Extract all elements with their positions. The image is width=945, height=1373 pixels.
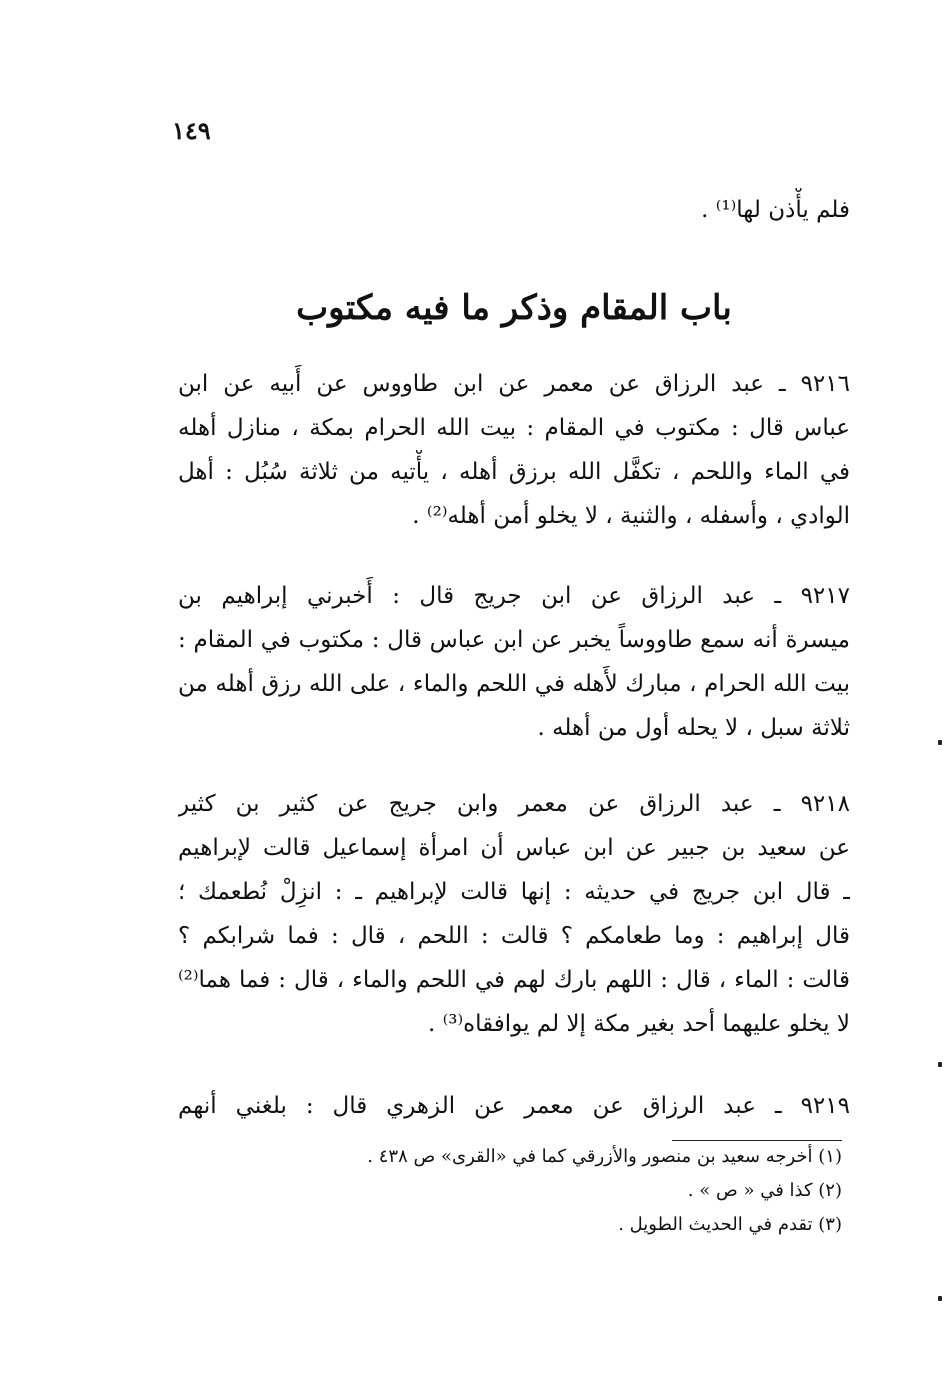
scan-edge-mark [938,1062,942,1067]
paragraph-line: الوادي ، وأسفله ، والثنية ، لا يخلو أمن أهله⁽²⁾ . [412,503,850,529]
page-number: ١٤٩ [172,116,211,145]
paragraph-line: ٩٢١٩ ـ عبد الرزاق عن معمر عن الزهري قال : بلغني أنهم [178,1093,850,1119]
intro-text [178,188,850,232]
footnote-1: (١) أخرجه سعيد بن منصور والأزرقي كما في «القرى» ص ٤٣٨ . [367,1146,842,1167]
paragraph-line: ـ قال ابن جريج في حديثه : إنها قالت لإبراهيم ـ : انزِلْ نُطعمك ؛ [178,879,850,905]
footnote-3: (٣) تقدم في الحديث الطويل . [618,1214,842,1235]
paragraph-line: قالت : الماء ، قال : اللهم بارك لهم في اللحم والماء ، قال : فما هما⁽²⁾ [178,967,850,993]
paragraph-line: قال إبراهيم : وما طعامكم ؟ قالت : اللحم ، قال : فما شرابكم ؟ [178,923,850,949]
hadith-paragraph-9217 [178,574,850,750]
paragraph-line: بيت الله الحرام ، مبارك لأَهله في اللحم والماء ، على الله رزق أهله من [178,671,850,697]
hadith-paragraph-9216 [178,362,850,538]
paragraph-line: لا يخلو عليهما أحد بغير مكة إلا لم يوافقاه⁽³⁾ . [427,1011,850,1037]
scan-edge-mark [938,1296,942,1301]
paragraph-line: ثلاثة سبل ، لا يحله أول من أهله . [537,715,850,741]
hadith-paragraph-9218 [178,782,850,1046]
scan-edge-mark [938,740,942,745]
paragraph-line: ميسرة أنه سمع طاووساً يخبر عن ابن عباس قال : مكتوب في المقام : [178,627,850,653]
paragraph-line: ٩٢١٧ ـ عبد الرزاق عن ابن جريج قال : أَخبرني إبراهيم بن [178,583,850,609]
paragraph-line: ٩٢١٨ ـ عبد الرزاق عن معمر وابن جريج عن كثير بن كثير [178,791,850,817]
footnotes [300,1140,842,1242]
chapter-title: باب المقام وذكر ما فيه مكتوب [296,288,732,328]
paragraph-line: عن سعيد بن جبير عن ابن عباس أن امرأة إسماعيل قالت لإبراهيم [178,835,850,861]
paragraph-line: في الماء واللحم ، تكفَّل الله برزق أهله ، يأْتيه من ثلاثة سُبُل : أهل [178,459,850,485]
hadith-paragraph-9219 [178,1084,850,1128]
paragraph-line: ٩٢١٦ ـ عبد الرزاق عن معمر عن ابن طاووس عن أَبيه عن ابن [178,371,850,397]
footnote-2: (٢) كذا في « ص » . [687,1180,842,1201]
paragraph-line: عباس قال : مكتوب في المقام : بيت الله الحرام بمكة ، منازل أهله [178,415,850,441]
intro-line: فلم يأْذن لها⁽¹⁾ . [701,197,850,223]
